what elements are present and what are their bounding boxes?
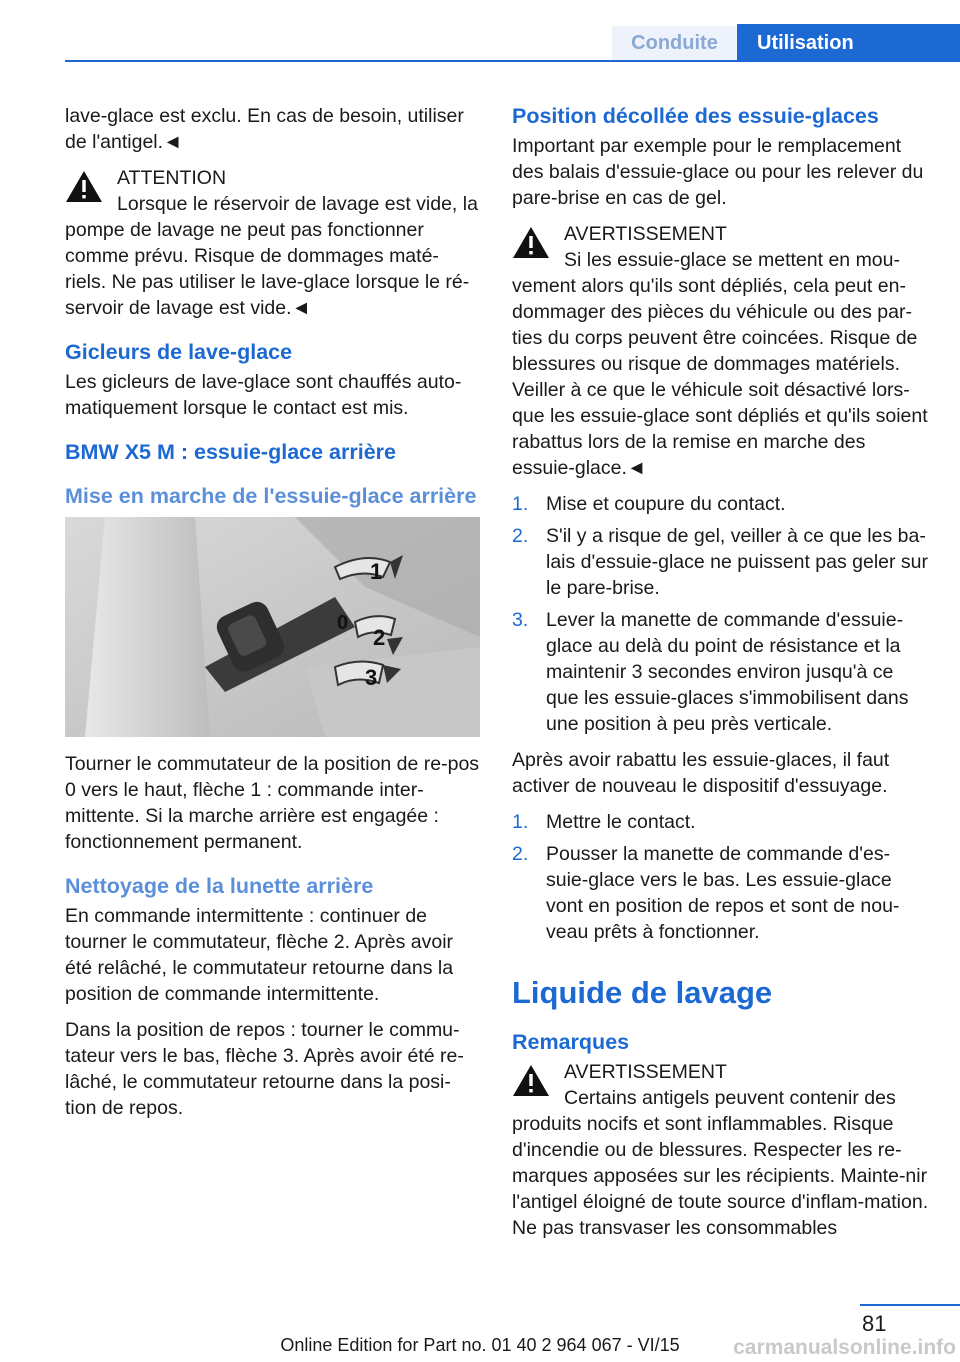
heading-x5m-rear-wiper: BMW X5 M : essuie-glace arrière bbox=[65, 440, 396, 464]
page-number: 81 bbox=[862, 1311, 887, 1336]
warning-title: AVERTISSEMENT bbox=[564, 1061, 727, 1083]
tab-utilisation[interactable]: Utilisation bbox=[737, 24, 960, 62]
list-number: 3. bbox=[512, 609, 529, 631]
warning-triangle-icon bbox=[512, 1063, 550, 1097]
position-0-label: 0 bbox=[337, 612, 349, 634]
paragraph-nettoyage-2: Dans la position de repos : tourner le commu-tateur vers le bas, flèche 3. Après avoir été re-lâché, le commutateur retourne dans la posi-tion de repos. bbox=[65, 1019, 464, 1119]
paragraph-apres: Après avoir rabattu les essuie-glaces, il faut activer de nouveau le dispositif d'essuyage. bbox=[512, 749, 890, 797]
heading-nettoyage: Nettoyage de la lunette arrière bbox=[65, 874, 374, 898]
heading-liquide-de-lavage: Liquide de lavage bbox=[512, 975, 773, 1010]
warning-block-attention bbox=[65, 165, 480, 321]
list-number: 2. bbox=[512, 843, 529, 865]
right-column bbox=[512, 103, 930, 1251]
arrow-3-label: 3 bbox=[365, 665, 378, 690]
tab-conduite[interactable]: Conduite bbox=[612, 26, 737, 60]
warning-text: Si les essuie-glace se mettent en mou-vement alors qu'ils sont dépliés, cela peut en-dommager des pièces du véhicule ou des par-ties du corps peuvent être coincées. Risque de blessures ou risque de dommages matériels. Veiller à ce que le véhicule soit désactivé lors-que les essuie-glace sont dépliés et qu'ils soient rabattus lors de la remise en marche des essuie-glace.◄ bbox=[512, 249, 928, 479]
paragraph-continuation: lave-glace est exclu. En cas de besoin, utiliser de l'antigel.◄ bbox=[65, 105, 464, 153]
paragraph-gicleurs: Les gicleurs de lave-glace sont chauffés auto-matiquement lorsque le contact est mis. bbox=[65, 371, 462, 419]
arrow-2-label: 2 bbox=[373, 625, 386, 650]
list-number: 1. bbox=[512, 493, 529, 515]
list-item bbox=[512, 491, 930, 517]
warning-title: AVERTISSEMENT bbox=[564, 223, 727, 245]
edition-note: Online Edition for Part no. 01 40 2 964 067 - VI/15 bbox=[280, 1335, 680, 1355]
paragraph-nettoyage-1: En commande intermittente : continuer de tourner le commutateur, flèche 2. Après avoir été relâché, le commutateur retourne dans la position de commande intermittente. bbox=[65, 905, 454, 1005]
heading-mise-en-marche: Mise en marche de l'essuie-glace arrière bbox=[65, 484, 477, 508]
list-item bbox=[512, 809, 930, 835]
watermark: carmanualsonline.info bbox=[733, 1336, 956, 1359]
steps-list-2 bbox=[512, 809, 930, 945]
list-item bbox=[512, 841, 930, 945]
warning-triangle-icon bbox=[512, 225, 550, 259]
heading-gicleurs: Gicleurs de lave-glace bbox=[65, 340, 293, 364]
paragraph-position: Important par exemple pour le remplacement des balais d'essuie-glace ou pour les relever du pare-brise en cas de gel. bbox=[512, 135, 924, 209]
list-text: Lever la manette de commande d'essuie-glace au delà du point de résistance et la maintenir 3 secondes environ jusqu'à ce que les essuie-glaces s'immobilisent dans une position à peu près verticale. bbox=[546, 609, 909, 735]
list-item bbox=[512, 607, 930, 737]
left-column bbox=[65, 103, 480, 1131]
steps-list-1 bbox=[512, 491, 930, 737]
list-number: 2. bbox=[512, 525, 529, 547]
footer-rule bbox=[860, 1304, 960, 1306]
warning-text: Lorsque le réservoir de lavage est vide, la pompe de lavage ne peut pas fonctionner comme prévu. Risque de dommages maté-riels. Ne pas utiliser le lave-glace lorsque le ré-servoir de lavage est vide.◄ bbox=[65, 193, 478, 319]
warning-block-avertissement-2 bbox=[512, 1059, 930, 1241]
list-text: Mise et coupure du contact. bbox=[546, 493, 786, 515]
rear-wiper-switch-illustration bbox=[65, 517, 480, 737]
header-rule bbox=[65, 60, 960, 62]
list-text: Mettre le contact. bbox=[546, 811, 696, 833]
warning-block-avertissement-1 bbox=[512, 221, 930, 481]
heading-position-decollee: Position décollée des essuie-glaces bbox=[512, 104, 879, 128]
list-text: S'il y a risque de gel, veiller à ce que les ba-lais d'essuie-glace ne puissent pas geler sur le pare-brise. bbox=[546, 525, 929, 599]
heading-remarques: Remarques bbox=[512, 1030, 630, 1054]
warning-title: ATTENTION bbox=[117, 167, 227, 189]
warning-triangle-icon bbox=[65, 169, 103, 203]
list-item bbox=[512, 523, 930, 601]
list-number: 1. bbox=[512, 811, 529, 833]
warning-text: Certains antigels peuvent contenir des produits nocifs et sont inflammables. Risque d'incendie ou de blessures. Respecter les re-marques apposées sur les récipients. Mainte-nir l'antigel éloigné de toute source d'inflam-mation. Ne pas transvaser les consommables bbox=[512, 1087, 929, 1239]
list-text: Pousser la manette de commande d'es-suie-glace vers le bas. Les essuie-glace vont en position de repos et sont de nou-veau prêts à fonctionner. bbox=[546, 843, 900, 943]
paragraph-tourner: Tourner le commutateur de la position de re-pos 0 vers le haut, flèche 1 : commande inter-mittente. Si la marche arrière est engagée : fonctionnement permanent. bbox=[65, 753, 480, 853]
arrow-1-label: 1 bbox=[370, 559, 383, 584]
